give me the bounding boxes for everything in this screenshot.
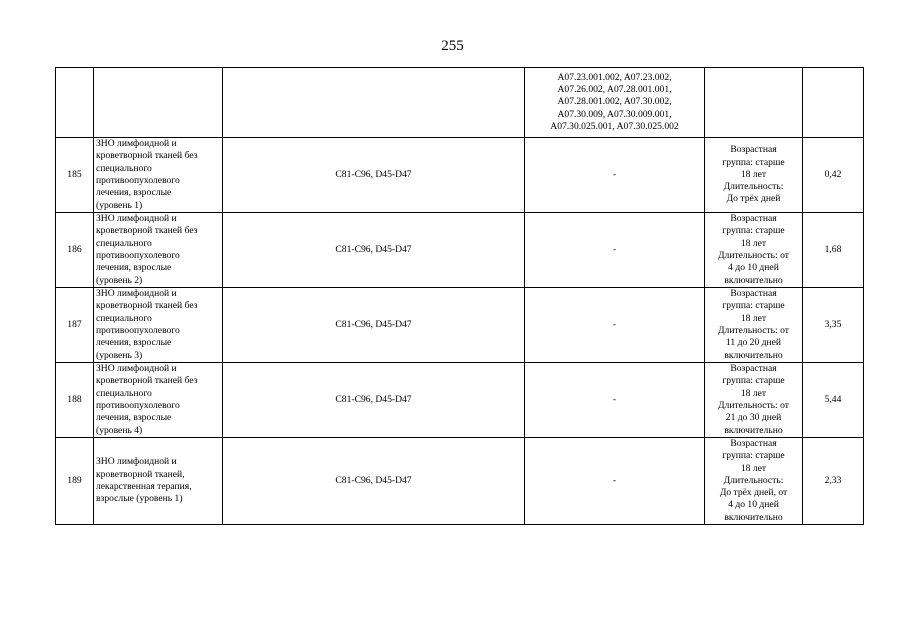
group-name-line: кроветворной тканей без: [96, 375, 198, 387]
group-name-line: лечения, взрослые: [96, 337, 172, 349]
additional-criteria: [705, 363, 803, 438]
service-code-line: A07.26.002, A07.28.001.001,: [557, 84, 672, 96]
criteria-line: 4 до 10 дней: [728, 262, 779, 274]
criteria-line: До трёх дней, от: [719, 487, 788, 499]
table-row: [56, 138, 864, 213]
group-name-line: лекарственная терапия,: [96, 481, 192, 493]
tariff-table: [55, 67, 864, 525]
additional-criteria: [705, 213, 803, 288]
group-name-line: ЗНО лимфоидной и: [96, 363, 177, 375]
group-name-line: противоопухолевого: [96, 325, 180, 336]
service-code-line: A07.30.009, A07.30.009.001,: [557, 108, 672, 120]
group-name-line: кроветворной тканей без: [96, 225, 198, 237]
service-codes: -: [525, 438, 705, 525]
criteria-line: включительно: [724, 511, 783, 523]
criteria-line: группа: старше: [722, 225, 785, 237]
criteria-line: 18 лет: [740, 387, 767, 399]
group-name: [94, 138, 223, 213]
group-name-line: противоопухолевого: [96, 250, 180, 261]
additional-criteria: [705, 288, 803, 363]
criteria-line: Длительность:: [723, 474, 784, 486]
group-name-line: кроветворной тканей без: [96, 150, 198, 162]
criteria-line: 4 до 10 дней: [728, 499, 779, 511]
criteria-line: Возрастная: [730, 363, 777, 375]
criteria-line: включительно: [724, 349, 783, 361]
criteria-line: 11 до 20 дней: [725, 337, 782, 349]
service-codes: -: [525, 213, 705, 288]
criteria-line: Длительность: от: [717, 325, 789, 336]
criteria-line: 21 до 30 дней: [725, 412, 782, 424]
cell-services: [525, 68, 705, 138]
cost-coefficient: 0,42: [803, 138, 864, 213]
group-name-line: (уровень 4): [96, 424, 143, 436]
criteria-line: группа: старше: [722, 450, 785, 462]
cost-coefficient: 1,68: [803, 213, 864, 288]
criteria-line: включительно: [724, 274, 783, 286]
group-name-line: ЗНО лимфоидной и: [96, 213, 177, 225]
group-name: [94, 438, 223, 525]
row-number: 188: [56, 363, 94, 438]
group-name-line: ЗНО лимфоидной и: [96, 138, 177, 150]
cell-criteria: [705, 68, 803, 138]
diagnosis-codes: C81-C96, D45-D47: [223, 288, 525, 363]
group-name: [94, 288, 223, 363]
group-name-line: противоопухолевого: [96, 400, 180, 411]
cell-name: [94, 68, 223, 138]
group-name-line: специального: [96, 312, 152, 324]
group-name-line: кроветворной тканей,: [96, 468, 185, 480]
table-row: [56, 288, 864, 363]
group-name-line: взрослые (уровень 1): [96, 493, 183, 505]
row-number: 187: [56, 288, 94, 363]
criteria-line: До трёх дней: [726, 193, 781, 205]
group-name-line: специального: [96, 387, 152, 399]
table-row: [56, 363, 864, 438]
criteria-line: включительно: [724, 424, 783, 436]
additional-criteria: [705, 138, 803, 213]
criteria-line: Длительность: от: [717, 250, 789, 261]
group-name-line: лечения, взрослые: [96, 262, 172, 274]
criteria-line: 18 лет: [740, 462, 767, 474]
criteria-line: группа: старше: [722, 375, 785, 387]
service-code-line: A07.30.025.001, A07.30.025.002: [550, 120, 679, 132]
criteria-line: 18 лет: [740, 237, 767, 249]
service-code-line: A07.28.001.002, A07.30.002,: [557, 96, 672, 108]
table-row: [56, 438, 864, 525]
group-name-line: специального: [96, 237, 152, 249]
service-codes: -: [525, 138, 705, 213]
additional-criteria: [705, 438, 803, 525]
criteria-line: Длительность:: [723, 181, 784, 193]
cell-num: [56, 68, 94, 138]
diagnosis-codes: C81-C96, D45-D47: [223, 213, 525, 288]
criteria-line: 18 лет: [740, 312, 767, 324]
criteria-line: 18 лет: [740, 168, 767, 180]
cost-coefficient: 5,44: [803, 363, 864, 438]
row-number: 189: [56, 438, 94, 525]
cost-coefficient: 2,33: [803, 438, 864, 525]
diagnosis-codes: C81-C96, D45-D47: [223, 363, 525, 438]
group-name: [94, 363, 223, 438]
page-number: 255: [441, 38, 464, 54]
row-number: 185: [56, 138, 94, 213]
group-name-line: лечения, взрослые: [96, 412, 172, 424]
group-name-line: специального: [96, 162, 152, 174]
group-name-line: (уровень 3): [96, 349, 143, 361]
criteria-line: Длительность: от: [717, 400, 789, 411]
group-name-line: кроветворной тканей без: [96, 300, 198, 312]
group-name-line: противоопухолевого: [96, 175, 180, 186]
group-name-line: лечения, взрослые: [96, 187, 172, 199]
cost-coefficient: 3,35: [803, 288, 864, 363]
criteria-line: группа: старше: [722, 300, 785, 312]
table-row-continuation: [56, 68, 864, 138]
criteria-line: Возрастная: [730, 144, 777, 156]
table-row: [56, 213, 864, 288]
criteria-line: группа: старше: [722, 156, 785, 168]
criteria-line: Возрастная: [730, 213, 777, 225]
group-name-line: (уровень 2): [96, 274, 143, 286]
service-codes: -: [525, 288, 705, 363]
row-number: 186: [56, 213, 94, 288]
criteria-line: Возрастная: [730, 288, 777, 300]
diagnosis-codes: C81-C96, D45-D47: [223, 138, 525, 213]
group-name-line: ЗНО лимфоидной и: [96, 456, 177, 468]
service-code-line: A07.23.001.002, A07.23.002,: [557, 71, 672, 83]
service-codes: -: [525, 363, 705, 438]
group-name-line: ЗНО лимфоидной и: [96, 288, 177, 300]
criteria-line: Возрастная: [730, 438, 777, 449]
group-name: [94, 213, 223, 288]
diagnosis-codes: C81-C96, D45-D47: [223, 438, 525, 525]
group-name-line: (уровень 1): [96, 199, 143, 211]
cell-coef: [803, 68, 864, 138]
cell-codes: [223, 68, 525, 138]
